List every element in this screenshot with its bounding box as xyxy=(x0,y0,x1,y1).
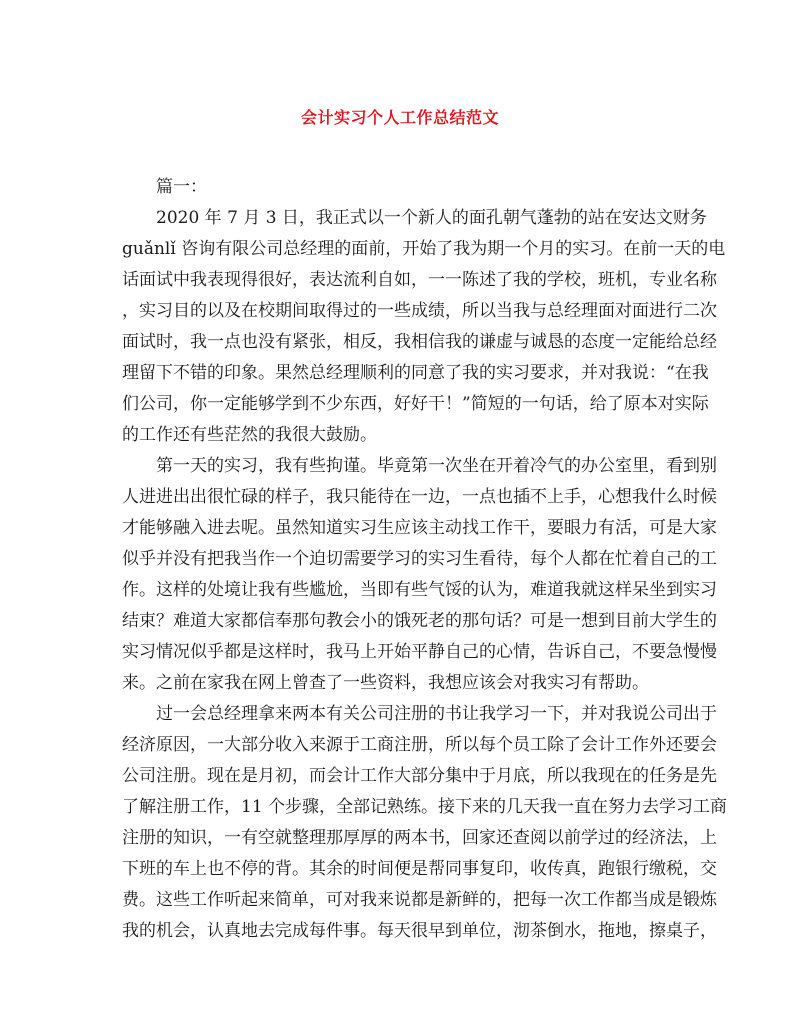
paragraph-line: 过一会总经理拿来两本有关公司注册的书让我学习一下，并对我说公司出于 xyxy=(156,704,717,724)
paragraph-line: 结束？难道大家都信奉那句教会小的饿死老的那句话？可是一想到目前大学生的 xyxy=(122,611,717,631)
paragraph-line: 作。这样的处境让我有些尴尬，当即有些气馁的认为，难道我就这样呆坐到实习 xyxy=(122,580,717,600)
paragraph-line: 实习情况似乎都是这样时，我马上开始平静自己的心情，告诉自己，不要急慢慢 xyxy=(122,642,717,662)
paragraph-line: 第一天的实习，我有些拘谨。毕竟第一次坐在开着冷气的办公室里，看到别 xyxy=(156,456,717,476)
paragraph-line: 理留下不错的印象。果然总经理顺利的同意了我的实习要求，并对我说：“在我 xyxy=(122,363,709,383)
paragraph-line: 费。这些工作听起来简单，可对我来说都是新鲜的，把每一次工作都当成是锻炼 xyxy=(122,890,717,910)
paragraph-line: 似乎并没有把我当作一个迫切需要学习的实习生看待，每个人都在忙着自己的工 xyxy=(122,549,717,569)
paragraph-3 xyxy=(122,699,728,947)
paragraph-line: 了解注册工作，11 个步骤，全部记熟练。接下来的几天我一直在努力去学习工商 xyxy=(122,797,728,817)
paragraph-line: guǎnlǐ 咨询有限公司总经理的面前，开始了我为期一个月的实习。在前一天的电 xyxy=(122,239,726,259)
paragraph-line: 下班的车上也不停的背。其余的时间便是帮同事复印，收传真，跑银行缴税，交 xyxy=(122,859,717,879)
paragraph-line: 人进进出出很忙碌的样子，我只能待在一边，一点也插不上手，心想我什么时候 xyxy=(122,487,717,507)
paragraph-line: 们公司，你一定能够学到不少东西，好好干！”简短的一句话，给了原本对实际 xyxy=(122,394,709,414)
paragraph-line: 才能够融入进去呢。虽然知道实习生应该主动找工作干，要眼力有活，可是大家 xyxy=(122,518,717,538)
section-label: 篇一： xyxy=(156,177,207,197)
paragraph-line: 注册的知识，一有空就整理那厚厚的两本书，回家还查阅以前学过的经济法，上 xyxy=(122,828,717,848)
paragraph-line: 的工作还有些茫然的我很大鼓励。 xyxy=(122,425,377,445)
paragraph-line: 来。之前在家我在网上曾查了一些资料，我想应该会对我实习有帮助。 xyxy=(122,673,649,693)
paragraph-line: 面试时，我一点也没有紧张，相反，我相信我的谦虚与诚恳的态度一定能给总经 xyxy=(122,332,717,352)
paragraph-line: 公司注册。现在是月初，而会计工作大部分集中于月底，所以我现在的任务是先 xyxy=(122,766,717,786)
paragraph-line: 我的机会，认真地去完成每件事。每天很早到单位，沏茶倒水，拖地，擦桌子， xyxy=(122,921,717,941)
paragraph-line: 2020 年 7 月 3 日，我正式以一个新人的面孔朝气蓬勃的站在安达文财务 xyxy=(156,208,707,228)
paragraph-line: 经济原因，一大部分收入来源于工商注册，所以每个员工除了会计工作外还要会 xyxy=(122,735,717,755)
document-title: 会计实习个人工作总结范文 xyxy=(300,108,499,127)
paragraph-line: 话面试中我表现得很好，表达流利自如，一一陈述了我的学校，班机，专业名称 xyxy=(122,270,717,290)
paragraph-2 xyxy=(122,451,717,699)
paragraph-1 xyxy=(122,203,726,451)
paragraph-line: ，实习目的以及在校期间取得过的一些成绩，所以当我与总经理面对面进行二次 xyxy=(122,301,717,321)
document-body xyxy=(122,172,728,947)
